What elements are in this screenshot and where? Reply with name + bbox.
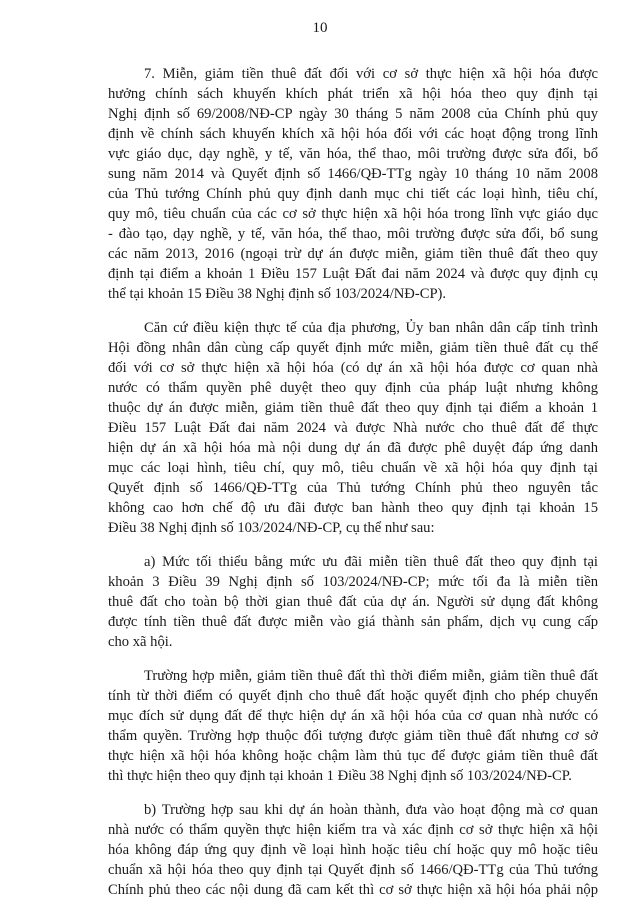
text-line: tính từ thời điểm có quyết định cho thuê đất hoặc quyết định cho phép chuyển bbox=[108, 688, 598, 704]
text-line: hiện dự án xã hội hóa mà nội dung dự án đã được phê duyệt đáp ứng danh bbox=[108, 440, 598, 456]
text-line: đối với cơ sở thực hiện xã hội hóa (có dự án xã hội hóa được cơ quan nhà bbox=[108, 360, 598, 376]
text-line: Điều 38 Nghị định số 103/2024/NĐ-CP, cụ thể như sau: bbox=[108, 520, 435, 536]
text-line: thể tại khoản 15 Điều 38 Nghị định số 103/2024/NĐ-CP). bbox=[108, 286, 447, 302]
text-line: quy mô, tiêu chuẩn của các cơ sở thực hiện xã hội hóa trong lĩnh vực giáo dục bbox=[108, 206, 598, 222]
text-line: - đào tạo, dạy nghề, y tế, văn hóa, thể thao, môi trường được sửa đổi, bổ sung bbox=[108, 226, 598, 242]
text-line: Quyết định số 1466/QĐ-TTg của Thủ tướng Chính phủ theo nguyên tắc bbox=[108, 480, 598, 496]
text-line: Chính phủ theo các nội dung đã cam kết thì cơ sở thực hiện xã hội hóa phải nộp bbox=[108, 882, 598, 898]
text-line: định tại điểm a khoản 1 Điều 157 Luật Đất đai năm 2024 và được quy định cụ bbox=[108, 266, 598, 282]
paragraph-can-cu bbox=[108, 318, 598, 538]
text-line: định về chính sách khuyến khích xã hội hóa đối với các hoạt động trong lĩnh bbox=[108, 126, 598, 142]
text-line: được tính tiền thuê đất được miễn vào giá thành sản phẩm, dịch vụ cung cấp bbox=[108, 614, 598, 630]
text-line: mục đích sử dụng đất để thực hiện dự án xã hội hóa của cơ quan nhà nước có bbox=[108, 708, 598, 724]
text-line: khoản 3 Điều 39 Nghị định số 103/2024/NĐ-CP; mức tối đa là miễn tiền bbox=[108, 574, 598, 590]
text-line: nhà nước có thẩm quyền thực hiện kiểm tra và xác định cơ sở thực hiện xã hội bbox=[108, 822, 598, 838]
text-line: cho xã hội. bbox=[108, 634, 173, 650]
document-body bbox=[108, 64, 598, 914]
text-line: không cao hơn chế độ ưu đãi được ban hành theo quy định tại khoản 15 bbox=[108, 500, 598, 516]
text-line: thuộc dự án được miễn, giảm tiền thuê đất theo quy định tại điểm a khoản 1 bbox=[108, 400, 598, 416]
text-line: Hội đồng nhân dân cùng cấp quyết định mức miễn, giảm tiền thuê đất cụ thể bbox=[108, 340, 598, 356]
text-line: thẩm quyền. Trường hợp thuộc đối tượng được giảm tiền thuê đất nhưng cơ sở bbox=[108, 728, 598, 744]
text-line: mục các loại hình, tiêu chí, quy mô, tiêu chuẩn về xã hội hóa quy định tại bbox=[108, 460, 598, 476]
text-line: Điều 157 Luật Đất đai năm 2024 và được Nhà nước cho thuê đất để thực bbox=[108, 420, 598, 436]
text-line: b) Trường hợp sau khi dự án hoàn thành, đưa vào hoạt động mà cơ quan bbox=[144, 802, 598, 818]
text-line: chuẩn xã hội hóa theo quy định tại Quyết định số 1466/QĐ-TTg của Thủ tướng bbox=[108, 862, 598, 878]
text-line: thực hiện xã hội hóa không hoặc chậm làm thủ tục để được giảm tiền thuê đất bbox=[108, 748, 598, 764]
paragraph-truong-hop bbox=[108, 666, 598, 786]
paragraph-point-a bbox=[108, 552, 598, 652]
text-line: hưởng chính sách khuyến khích phát triển xã hội hóa theo quy định tại bbox=[108, 86, 598, 102]
page-number: 10 bbox=[312, 20, 328, 36]
text-line: nước có thẩm quyền phê duyệt theo quy định của pháp luật nhưng không bbox=[108, 380, 598, 396]
text-line: Căn cứ điều kiện thực tế của địa phương, Ủy ban nhân dân cấp tỉnh trình bbox=[144, 320, 598, 336]
text-line: của Thủ tướng Chính phủ quy định danh mục chi tiết các loại hình, tiêu chí, bbox=[108, 186, 598, 202]
text-line: sung năm 2014 và Quyết định số 1466/QĐ-TTg ngày 10 tháng 10 năm 2008 bbox=[108, 166, 598, 182]
paragraph-item-7 bbox=[108, 64, 598, 304]
text-line: 7. Miễn, giảm tiền thuê đất đối với cơ sở thực hiện xã hội hóa được bbox=[144, 66, 598, 82]
text-line: Trường hợp miễn, giảm tiền thuê đất thì thời điểm miễn, giảm tiền thuê đất bbox=[144, 668, 598, 684]
paragraph-point-b bbox=[108, 800, 598, 900]
text-line: vực giáo dục, dạy nghề, y tế, văn hóa, thể thao, môi trường được sửa đổi, bổ bbox=[108, 146, 598, 162]
text-line: a) Mức tối thiểu bằng mức ưu đãi miễn tiền thuê đất theo quy định tại bbox=[144, 554, 598, 570]
text-line: Nghị định số 69/2008/NĐ-CP ngày 30 tháng 5 năm 2008 của Chính phủ quy bbox=[108, 106, 598, 122]
text-line: hóa không đáp ứng quy định về loại hình hoặc tiêu chí hoặc quy mô hoặc tiêu bbox=[108, 842, 598, 858]
text-line: thì thực hiện theo quy định tại khoản 1 Điều 38 Nghị định số 103/2024/NĐ-CP. bbox=[108, 768, 572, 784]
text-line: thuê đất cho toàn bộ thời gian thuê đất của dự án. Người sử dụng đất không bbox=[108, 594, 598, 610]
text-line: các năm 2013, 2016 (ngoại trừ dự án được miễn, giảm tiền thuê đất theo quy bbox=[108, 246, 598, 262]
